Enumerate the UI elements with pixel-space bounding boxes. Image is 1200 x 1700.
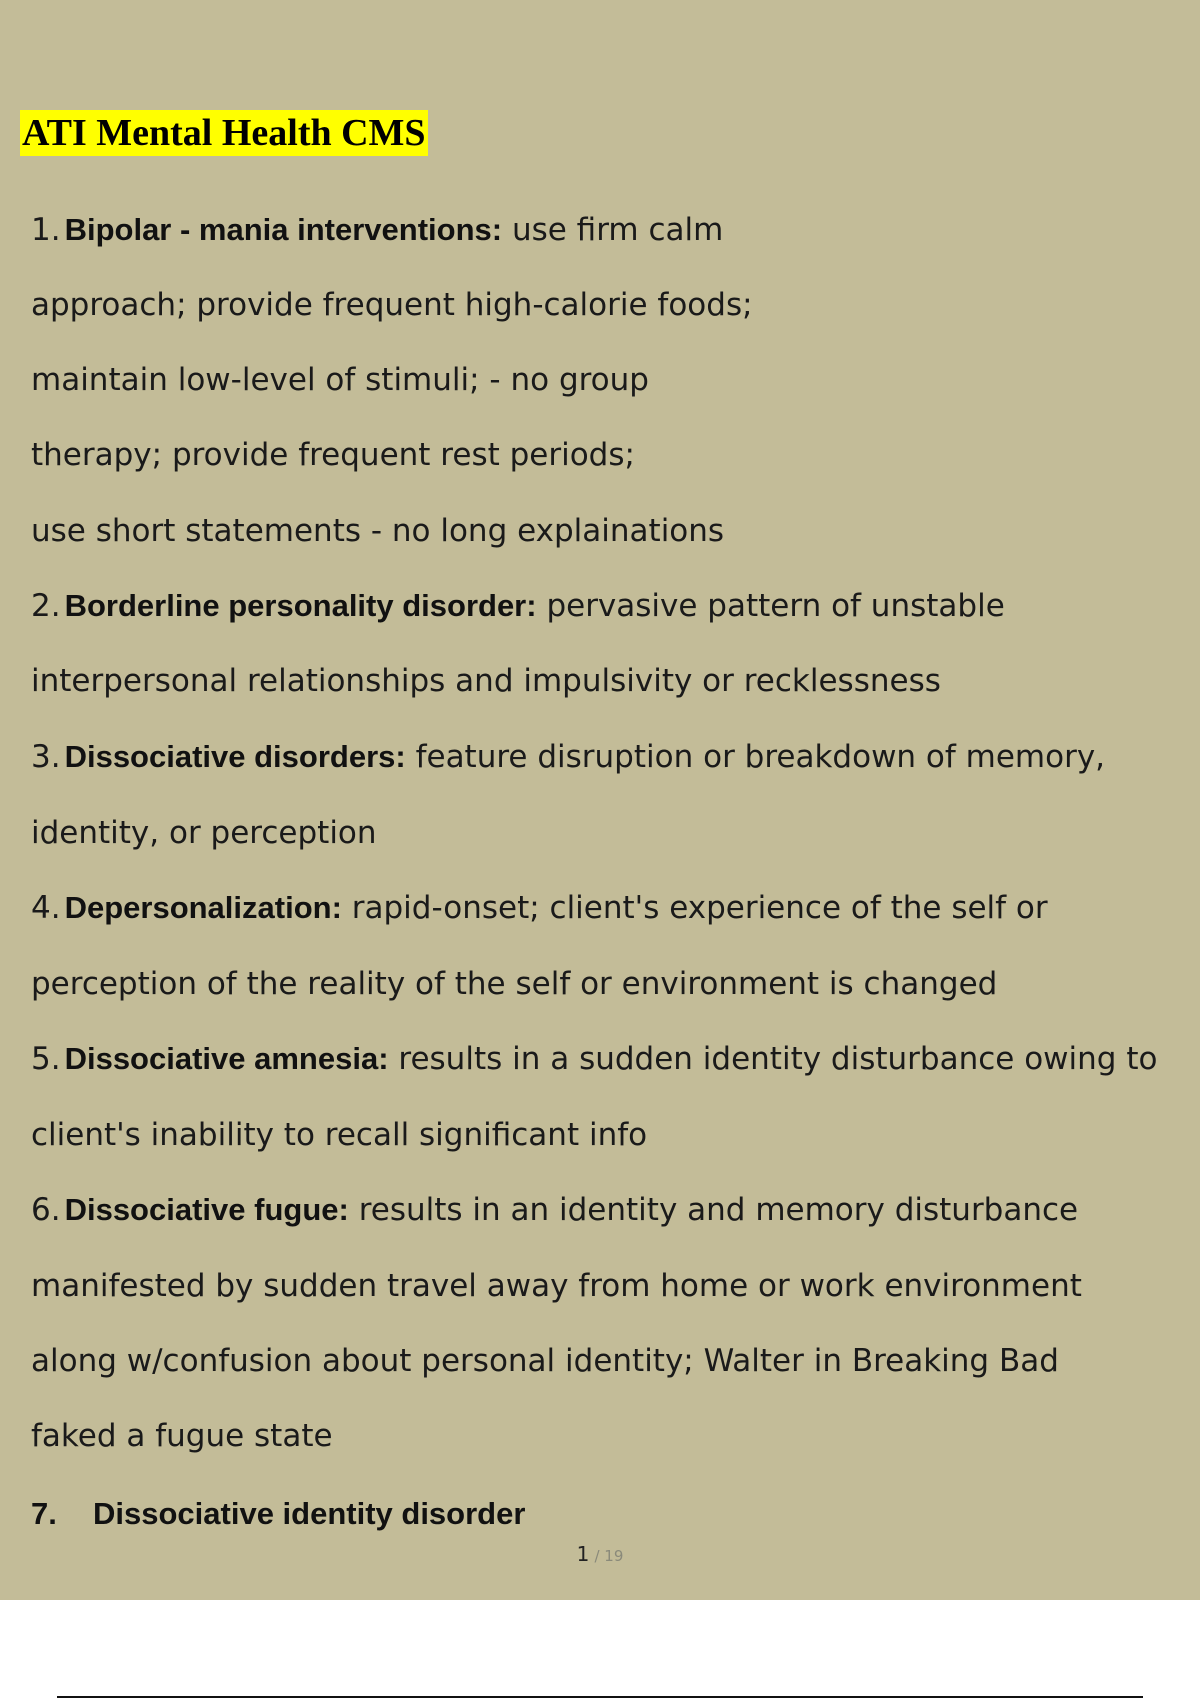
item-text-line: along w/confusion about personal identity; Walter in Breaking Bad [31,1343,1059,1379]
item-text-line: identity, or perception [31,815,377,851]
item-term: Borderline personality disorder: [64,588,537,623]
item-text: rapid-onset; client's experience of the self or [351,890,1048,926]
item-number: 2. [31,588,61,624]
item-text-line: manifested by sudden travel away from home or work environment [31,1268,1082,1304]
item-text-line: maintain low-level of stimuli; - no group [31,362,649,398]
list-item-4 [31,888,1048,928]
page-indicator [0,1542,1200,1566]
list-item-2 [31,586,1005,626]
item-text-line: therapy; provide frequent rest periods; [31,437,635,473]
item-text-line: faked a fugue state [31,1418,333,1454]
item-number: 3. [31,739,61,775]
item-number: 7. [31,1496,57,1531]
item-term: Dissociative disorders: [64,739,406,774]
item-text-line: interpersonal relationships and impulsivity or recklessness [31,663,941,699]
item-text: results in a sudden identity disturbance owing to [398,1041,1158,1077]
item-text: results in an identity and memory disturbance [358,1192,1079,1228]
item-text-line: perception of the reality of the self or environment is changed [31,966,998,1002]
list-item-5 [31,1039,1157,1079]
next-page-divider [57,1696,1143,1698]
total-pages: / 19 [594,1547,624,1565]
item-number: 6. [31,1192,61,1228]
item-text-line: use short statements - no long explainations [31,513,725,549]
current-page-number: 1 [576,1542,590,1566]
item-text: use firm calm [511,212,724,248]
list-item-6 [31,1190,1078,1230]
document-title: ATI Mental Health CMS [22,112,426,154]
item-number: 5. [31,1041,61,1077]
item-term: Depersonalization: [64,890,342,925]
list-item-1 [31,210,723,250]
item-term: Dissociative amnesia: [64,1041,389,1076]
item-term: Dissociative fugue: [64,1192,349,1227]
item-number: 1. [31,212,61,248]
item-text: feature disruption or breakdown of memory, [415,739,1106,775]
item-number: 4. [31,890,61,926]
item-term: Dissociative identity disorder [93,1496,526,1531]
list-item-7 [31,1494,525,1534]
item-text-line: client's inability to recall significant info [31,1117,648,1153]
item-text: pervasive pattern of unstable [546,588,1005,624]
item-text-line: approach; provide frequent high-calorie foods; [31,287,753,323]
list-item-3 [31,737,1105,777]
item-term: Bipolar - mania interventions: [64,212,503,247]
